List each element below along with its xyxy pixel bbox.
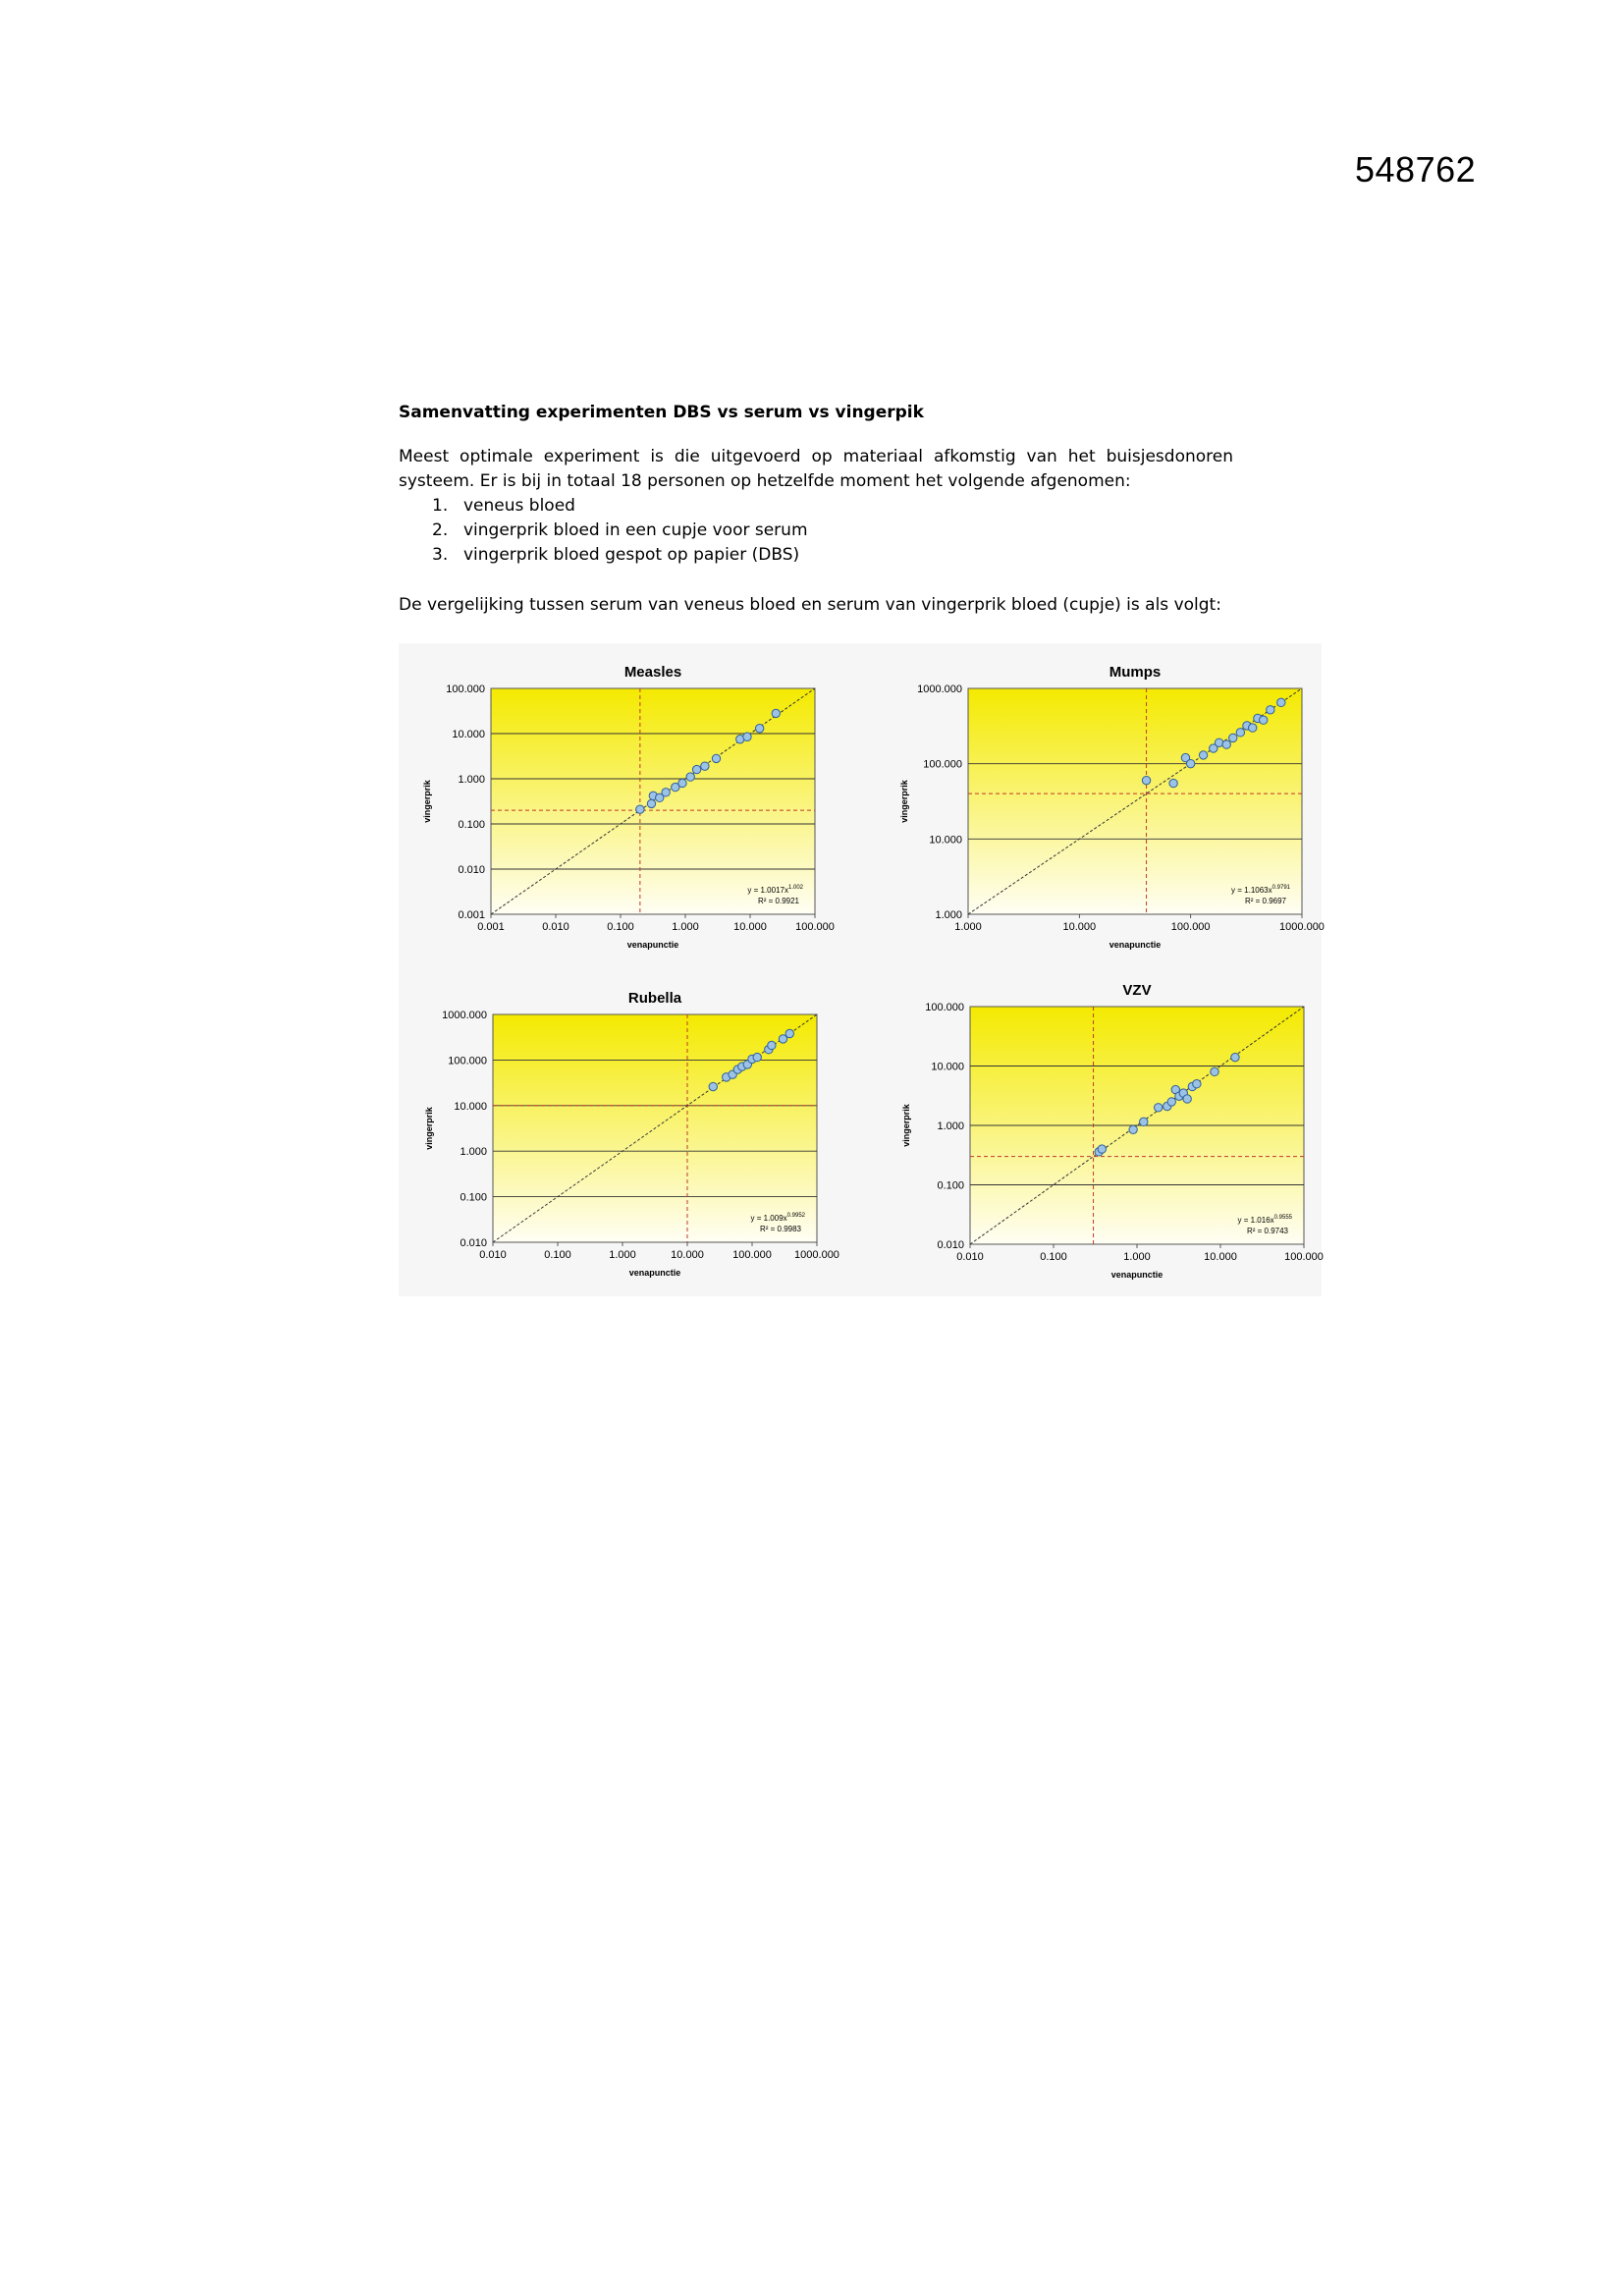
chart-measles: [399, 651, 850, 965]
data-point: [647, 799, 655, 807]
data-point: [1193, 1080, 1201, 1088]
data-point: [1229, 734, 1237, 741]
x-tick-label: 1.000: [1123, 1251, 1151, 1263]
data-point: [1249, 724, 1257, 732]
data-point: [701, 762, 709, 770]
y-axis-label: vingerprik: [422, 780, 432, 823]
intro-line-2: systeem. Er is bij in totaal 18 personen op hetzelfde moment het volgende afgenomen:: [399, 471, 1131, 491]
data-point: [768, 1041, 776, 1049]
data-point: [753, 1053, 761, 1061]
data-point: [1211, 1067, 1218, 1075]
y-tick-label: 0.010: [458, 864, 485, 876]
document-id: 548762: [1355, 149, 1477, 190]
chart-mumps: [860, 651, 1325, 965]
chart-svg: [860, 977, 1322, 1296]
x-tick-label: 10.000: [671, 1249, 704, 1261]
y-tick-label: 10.000: [452, 729, 485, 740]
x-tick-label: 1.000: [609, 1249, 636, 1261]
list-item-text: vingerprik bloed in een cupje voor serum: [463, 520, 808, 540]
steps-list: [399, 494, 1233, 568]
data-point: [1183, 1095, 1191, 1103]
data-point: [1277, 698, 1285, 706]
y-tick-label: 10.000: [454, 1100, 487, 1113]
data-point: [1169, 779, 1177, 787]
list-item: [432, 519, 1233, 543]
x-tick-label: 0.100: [544, 1249, 571, 1261]
data-point: [678, 779, 686, 787]
data-point: [1199, 751, 1207, 759]
y-tick-label: 1000.000: [442, 1010, 487, 1021]
x-tick-label: 0.010: [542, 921, 569, 933]
data-point: [772, 709, 780, 717]
y-tick-label: 1.000: [937, 1121, 964, 1132]
y-tick-label: 100.000: [448, 1055, 487, 1067]
data-point: [686, 773, 694, 781]
y-tick-label: 100.000: [446, 683, 485, 695]
y-tick-label: 0.001: [458, 909, 485, 921]
x-tick-label: 100.000: [1170, 921, 1211, 933]
y-tick-label: 1.000: [460, 1146, 487, 1159]
trend-equation: $y = 1.009x^{0.9952}$: [750, 1213, 805, 1223]
x-axis-label: venapunctie: [1109, 940, 1162, 950]
chart-figure: [399, 643, 1325, 1296]
data-point: [712, 754, 720, 762]
x-tick-label: 10.000: [733, 921, 767, 933]
list-item-text: vingerprik bloed gespot op papier (DBS): [463, 545, 800, 565]
x-tick-label: 0.010: [479, 1249, 507, 1261]
y-tick-label: 0.100: [460, 1191, 487, 1204]
data-point: [1236, 729, 1244, 737]
y-tick-label: 0.100: [937, 1179, 964, 1192]
y-tick-label: 100.000: [923, 758, 962, 771]
y-tick-label: 0.010: [937, 1239, 964, 1251]
data-point: [1222, 740, 1230, 748]
chart-title: Measles: [623, 664, 682, 681]
x-tick-label: 0.001: [477, 921, 505, 933]
data-point: [1267, 706, 1274, 714]
intro-line-1: Meest optimale experiment is die uitgevoerd op materiaal afkomstig van het buisjesdonoren: [399, 447, 1233, 466]
r-squared: R² = 0.9743: [1246, 1227, 1288, 1235]
data-point: [1186, 759, 1194, 767]
chart-title: VZV: [1122, 982, 1152, 999]
data-point: [1129, 1125, 1137, 1133]
x-tick-label: 10.000: [1062, 921, 1097, 933]
data-point: [1140, 1118, 1148, 1125]
text-block: [399, 401, 1233, 618]
x-axis-label: venapunctie: [1110, 1270, 1163, 1280]
y-tick-label: 0.010: [460, 1237, 487, 1249]
x-axis-label: venapunctie: [628, 1268, 681, 1278]
x-tick-label: 100.000: [732, 1249, 772, 1261]
data-point: [1215, 738, 1222, 746]
x-tick-label: 0.100: [1040, 1251, 1067, 1263]
data-point: [755, 725, 763, 733]
y-axis-label: vingerprik: [899, 780, 909, 823]
trend-equation: $y = 1.016x^{0.9555}$: [1237, 1215, 1292, 1225]
data-point: [743, 733, 751, 740]
x-tick-label: 1000.000: [794, 1249, 839, 1261]
y-tick-label: 100.000: [925, 1002, 964, 1013]
intro-paragraph: [399, 445, 1233, 494]
list-item-number: 1.: [432, 496, 449, 516]
data-point: [692, 765, 700, 773]
list-item: [432, 543, 1233, 568]
r-squared: R² = 0.9983: [759, 1225, 801, 1233]
list-item-number: 3.: [432, 545, 449, 565]
trend-equation: $y = 1.1063x^{0.9791}$: [1231, 885, 1290, 895]
document-title: Samenvatting experimenten DBS vs serum vs vingerpik: [399, 403, 924, 422]
x-tick-label: 0.010: [956, 1251, 984, 1263]
y-axis-label: vingerprik: [424, 1107, 434, 1150]
trend-equation: $y = 1.0017x^{1.002}$: [747, 885, 803, 895]
r-squared: R² = 0.9697: [1244, 897, 1286, 905]
y-tick-label: 1000.000: [917, 683, 962, 695]
x-tick-label: 1.000: [672, 921, 699, 933]
list-item: [432, 494, 1233, 519]
x-tick-label: 1.000: [954, 921, 982, 933]
chart-svg: [399, 977, 850, 1296]
x-tick-label: 1000.000: [1279, 921, 1325, 933]
list-item-text: veneus bloed: [463, 496, 575, 516]
x-tick-label: 100.000: [795, 921, 835, 933]
data-point: [1259, 716, 1267, 724]
y-axis-label: vingerprik: [901, 1104, 911, 1147]
y-tick-label: 1.000: [458, 774, 485, 786]
y-tick-label: 10.000: [929, 834, 962, 847]
y-tick-label: 10.000: [931, 1061, 964, 1073]
x-tick-label: 10.000: [1204, 1251, 1237, 1263]
data-point: [1154, 1104, 1162, 1112]
chart-vzv: [860, 977, 1322, 1296]
y-tick-label: 0.100: [458, 819, 485, 831]
data-point: [636, 805, 644, 813]
y-tick-label: 1.000: [935, 909, 962, 921]
chart-title: Mumps: [1109, 664, 1162, 681]
chart-title: Rubella: [627, 990, 682, 1007]
comparison-text: De vergelijking tussen serum van veneus bloed en serum van vingerprik bloed (cupje) is als volgt:: [399, 595, 1221, 615]
data-point: [709, 1082, 717, 1090]
x-tick-label: 100.000: [1284, 1251, 1324, 1263]
r-squared: R² = 0.9921: [757, 897, 799, 905]
x-axis-label: venapunctie: [626, 940, 679, 950]
chart-svg: [860, 651, 1325, 965]
x-tick-label: 0.100: [607, 921, 634, 933]
data-point: [1142, 776, 1150, 784]
list-item-number: 2.: [432, 520, 449, 540]
data-point: [1231, 1053, 1239, 1061]
data-point: [1098, 1145, 1106, 1153]
data-point: [1167, 1098, 1175, 1106]
data-point: [785, 1029, 793, 1037]
chart-svg: [399, 651, 850, 965]
chart-rubella: [399, 977, 850, 1296]
data-point: [662, 789, 670, 796]
